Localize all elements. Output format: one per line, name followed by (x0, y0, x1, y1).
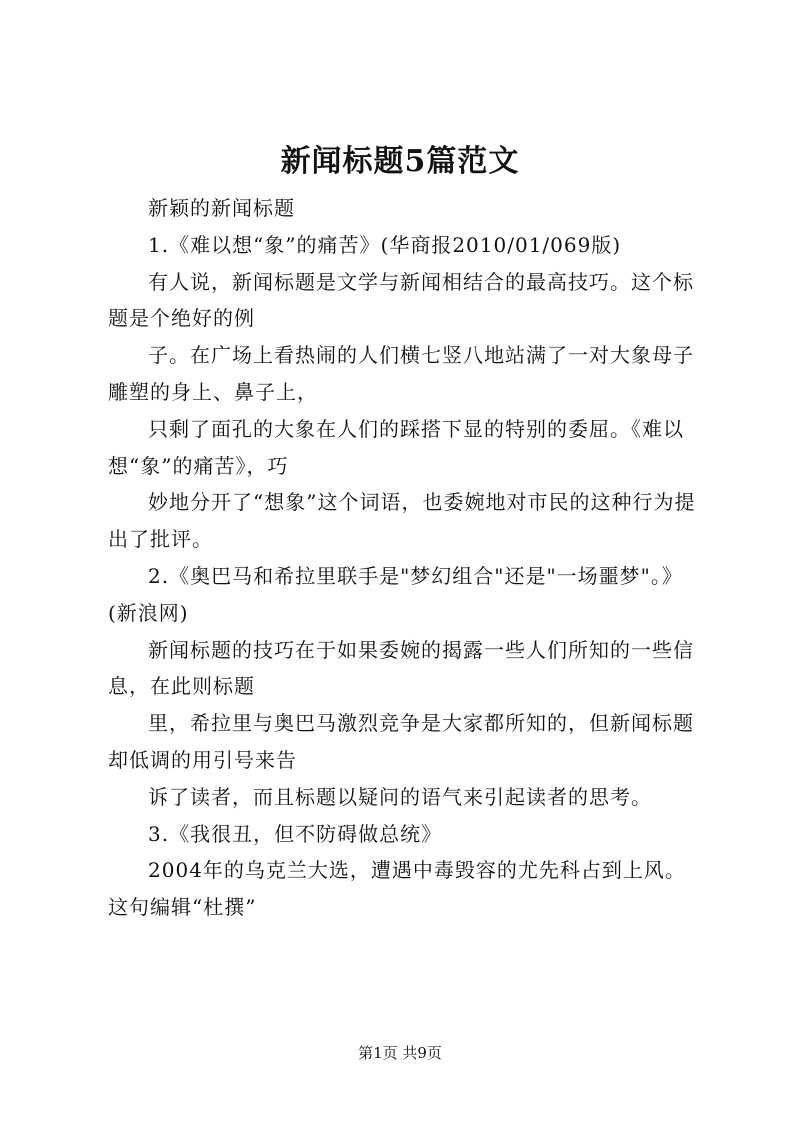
paragraph: 新闻标题的技巧在于如果委婉的揭露一些人们所知的一些信息，在此则标题 (108, 637, 694, 699)
paragraph: 妙地分开了“想象”这个词语，也委婉地对市民的这种行为提出了批评。 (108, 490, 696, 552)
paragraph: 诉了读者，而且标题以疑问的语气来引起读者的思考。 (148, 784, 652, 809)
paragraph: 3.《我很丑，但不防碍做总统》 (148, 821, 443, 846)
paragraph: 子。在广场上看热闹的人们横七竖八地站满了一对大象母子雕塑的身上、鼻子上， (108, 343, 694, 404)
paragraph: 1.《难以想“象”的痛苦》(华商报2010/01/069版) (148, 232, 622, 257)
paragraph: 2.《奥巴马和希拉里联手是"梦幻组合"还是"一场噩梦"。》(新浪网) (108, 563, 683, 625)
document-body (108, 190, 702, 926)
paragraph: 2004年的乌克兰大选，遭遇中毒毁容的尤先科占到上风。这句编辑“杜撰” (108, 858, 686, 920)
paragraph: 新颖的新闻标题 (148, 196, 295, 220)
page-number-footer: 第1页 共9页 (358, 1044, 442, 1062)
page-title: 新闻标题5篇范文 (280, 144, 520, 179)
paragraph: 里，希拉里与奥巴马激烈竞争是大家都所知的，但新闻标题却低调的用引号来告 (108, 711, 694, 772)
paragraph: 有人说，新闻标题是文学与新闻相结合的最高技巧。这个标题是个绝好的例 (108, 269, 694, 331)
paragraph: 只剩了面孔的大象在人们的踩搭下显的特别的委屈。《难以想“象”的痛苦》，巧 (108, 416, 684, 478)
